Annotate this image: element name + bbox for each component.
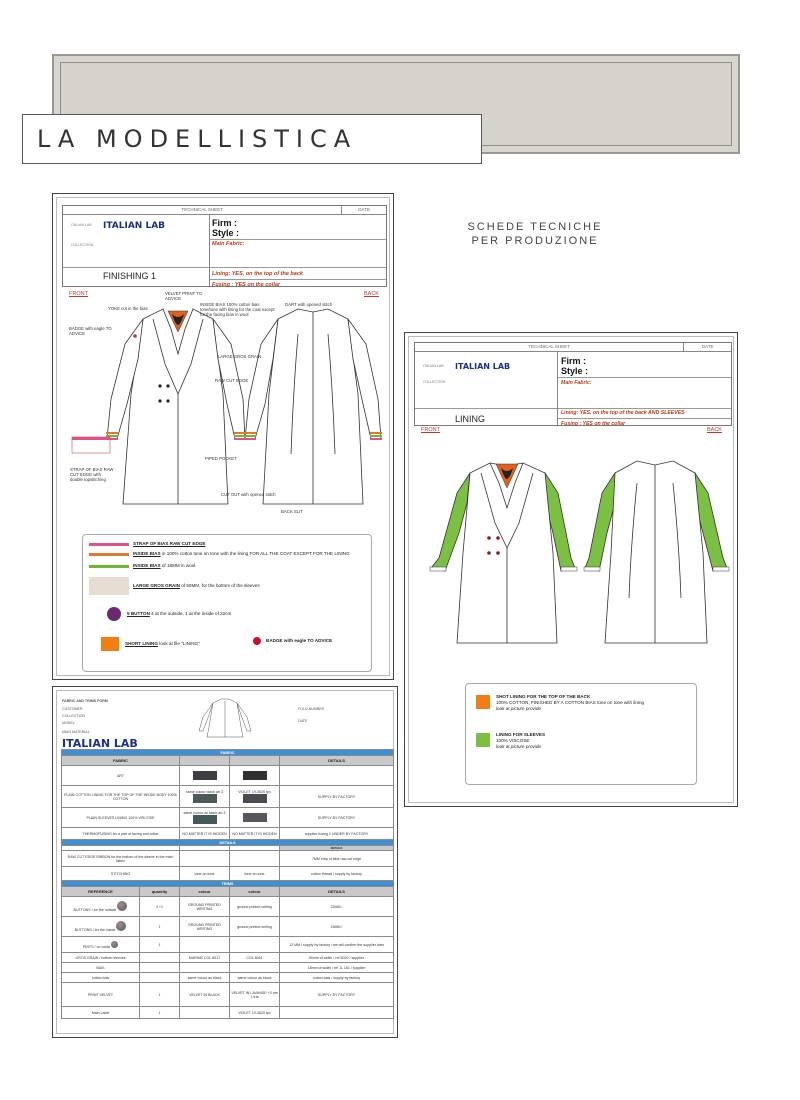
- note-yoke: YOKE cut in the bias: [108, 306, 148, 311]
- brand-logo: ITALIAN LAB: [455, 362, 511, 371]
- brand-logo: ITALIAN LAB: [103, 221, 166, 231]
- section-trims: TRIMS: [62, 881, 394, 887]
- form-main-material: MAIN MATERIAL: [62, 730, 90, 734]
- back-label: BACK: [364, 291, 379, 297]
- fusing-label: Fusing : YES on the collar: [212, 282, 281, 288]
- button-icon: [107, 607, 121, 621]
- label-collection: COLLECTION: [71, 243, 94, 247]
- sheet-name: FINISHING 1: [103, 271, 157, 281]
- table-row: cotton bais same colour as black same colour as black cotton bais / supply by factory: [62, 973, 394, 983]
- fabric-table: FABRIC FABRIC DETAILS ART PLAIN COTTON LINING FOR THE TOP OF THE INSIDE BODY 100% COTTON same colour black art 3 VIOLET 19-3620 tpx SUPPLY BY FACTORY PLAIN SLEEVES LINING 100% VISCOSE same colour as black art 3 SUPPLY BY FACTORY THERMOFUSING for a part of facing and collar NO MATTER IT IS HIDDEN NO MATTER IT IS HIDDEN supplier fusing 1 UNDER BY FACTORY DETAILS DETAILS RAW CUT EDGE RIBBON for the bottom of the sleeve in the main fabric 7MM strip of blue raw cut edge STITCHING tone on tone tone on tone cotton thread / supply by factory TRIMS REFERENCE quantity colour colour DETAILS BUTTONS / for the outside 4 +1 GROUND PRINTED WRITING ground printed writing 22MM / BUTTONS / for the inside 1 GROUND PRINTED WRITING ground printed writing 15MM / PINTS / on collar 1 12 MM / supply by factory / we will confirm the supplier later GROS GRAIN / bottom sleeves MARINE COL 8017 COL 8061 50mm of width / ref 5029 / supplier BIAS 18mm of width / ref 11 161 / supplier cotton bais same colour as black same colour as black cotton bais / supply by factory PRINT VELVET 1 VELVET IN BLACK VELVET IN LAVANDE +3 dm 1 trts SUPPLY BY FACTORY Main Label 1 VIOLET 19-3620 tpx: [61, 749, 394, 1019]
- lining-sheet: [404, 332, 738, 807]
- note-piped: PIPED POCKET: [205, 456, 237, 461]
- main-fabric-label: Main Fabric:: [561, 380, 592, 386]
- table-row: BIAS 18mm of width / ref 11 161 / supplier: [62, 963, 394, 973]
- firm-label: Firm :: [561, 356, 587, 366]
- finishing-legend: [82, 534, 372, 672]
- legend-item: SHOT LINING FOR THE TOP OF THE BACK 100% COTTON, FINISHED BY A COTTON BIAS tone on tone with lining look at picture provide: [476, 694, 691, 712]
- side-caption: [440, 220, 630, 248]
- table-row: ART: [62, 766, 394, 786]
- note-back-slit: BACK SLIT: [281, 509, 303, 514]
- fabric-trims-form: [52, 686, 398, 1038]
- note-dart: DART with opened stitch: [285, 302, 333, 307]
- table-row: PINTS / on collar 1 12 MM / supply by factory / we will confirm the supplier later: [62, 937, 394, 953]
- page-title: LA MODELLISTICA: [37, 125, 358, 153]
- note-inside-bias: INSIDE BIAS 100% cotton bias tone/tone with lining for the coat except for the facing bias in wool: [200, 302, 275, 317]
- sheet-name: LINING: [455, 414, 486, 424]
- legend-badge: BADGE with eagle TO ADVICE: [253, 637, 343, 645]
- legend-item: INSIDE BIAS of 18MM in wool: [89, 563, 195, 569]
- front-label: FRONT: [69, 291, 88, 297]
- fusing-label: Fusing : YES on the collar: [561, 421, 626, 427]
- lining-label: Lining: YES, on the top of the back AND SLEEVES: [561, 410, 685, 416]
- fabric-swatch: [243, 771, 267, 780]
- form-date: DATE: [298, 719, 308, 723]
- fabric-swatch: [193, 794, 217, 803]
- table-row: PRINT VELVET 1 VELVET IN BLACK VELVET IN LAVANDE +3 dm 1 trts SUPPLY BY FACTORY: [62, 983, 394, 1007]
- lining-label: Lining: YES, on the top of the back: [212, 271, 303, 277]
- button-swatch: [116, 921, 126, 931]
- label-collection: COLLECTION: [423, 380, 446, 384]
- side-caption-line1: SCHEDE TECNICHE: [467, 221, 603, 233]
- section-fabric: FABRIC: [62, 750, 394, 756]
- header-title-box: [22, 114, 482, 164]
- fabric-swatch: [193, 771, 217, 780]
- section-details: DETAILS: [62, 840, 394, 846]
- fabric-swatch: [243, 813, 267, 822]
- note-gros-grain: LARGE GROS GRAIN: [218, 354, 262, 359]
- table-row: PLAIN COTTON LINING FOR THE TOP OF THE INSIDE BODY 100% COTTON same colour black art 3 VIOLET 19-3620 tpx SUPPLY BY FACTORY: [62, 786, 394, 808]
- legend-item: STRAP OF BIAS RAW CUT EDGE: [89, 541, 205, 547]
- date-label: DATE: [683, 343, 731, 351]
- label-italian-lab: ITALIAN LAB: [423, 364, 444, 368]
- legend-item: INSIDE BIAS in 100% cotton tone on tone with the lining FOR ALL THE COAT EXCEPT FOR THE LINING: [89, 551, 367, 557]
- note-badge: BADGE with eagle TO ADVICE: [69, 326, 112, 336]
- legend-item: LARGE GROS GRAIN of 50MM, for the bottom of the sleeves: [89, 577, 289, 595]
- style-label: Style :: [561, 366, 589, 376]
- table-row: THERMOFUSING for a part of facing and collar NO MATTER IT IS HIDDEN NO MATTER IT IS HIDDEN supplier fusing 1 UNDER BY FACTORY: [62, 828, 394, 840]
- form-title: FABRIC AND TRIMS FORM: [62, 699, 108, 703]
- date-label: DATE: [341, 206, 386, 214]
- table-row: BUTTONS / for the inside 1 GROUND PRINTED WRITING ground printed writing 15MM /: [62, 917, 394, 937]
- brand-logo: ITALIAN LAB: [62, 737, 138, 750]
- trims-qty-header: quantity: [140, 887, 180, 897]
- table-row: Main Label 1 VIOLET 19-3620 tpx: [62, 1007, 394, 1019]
- note-cut-out: CUT OUT with opened stitch: [221, 492, 276, 497]
- fabric-col-header: FABRIC: [62, 756, 180, 766]
- form-fold-number: FOLD NUMBER: [298, 707, 325, 711]
- button-swatch: [111, 941, 118, 948]
- style-label: Style :: [212, 228, 240, 238]
- side-caption-line2: PER PRODUZIONE: [471, 235, 599, 247]
- legend-item: LINING FOR SLEEVES 100% VISCOSE look at picture provide: [476, 732, 691, 750]
- trims-ref-header: REFERENCE: [62, 887, 140, 897]
- table-row: STITCHING tone on tone tone on tone cotton thread / supply by factory: [62, 867, 394, 881]
- legend-item: SHORT LINING look at file "LINING": [101, 637, 241, 651]
- front-label: FRONT: [421, 427, 440, 433]
- form-customer: CUSTOMER: [62, 707, 83, 711]
- fabric-swatch: [193, 815, 217, 824]
- note-strap: STRAP OF BIAS RAW CUT EDGE with double topstitching: [70, 467, 114, 482]
- main-fabric-label: Main Fabric:: [212, 241, 245, 247]
- form-collection: COLLECTION: [62, 714, 85, 718]
- note-raw-cut: RAW CUT EDGE: [215, 378, 249, 383]
- top-bar-label: TECHNICAL SHEET: [528, 344, 570, 349]
- table-row: PLAIN SLEEVES LINING 100% VISCOSE same colour as black art 3 SUPPLY BY FACTORY: [62, 808, 394, 828]
- firm-label: Firm :: [212, 218, 238, 228]
- note-velvet: VELVET PRINT TO ADVICE: [165, 291, 203, 301]
- lining-legend: [465, 683, 697, 785]
- finishing-sheet: [52, 193, 394, 680]
- back-label: BACK: [707, 427, 722, 433]
- legend-item: 5 BUTTON 4 at the outside, 1 at the inside of 22cm: [107, 607, 307, 621]
- badge-icon: [253, 637, 261, 645]
- label-italian-lab: ITALIAN LAB: [71, 223, 92, 227]
- top-bar-label: TECHNICAL SHEET: [181, 207, 223, 212]
- table-row: GROS GRAIN / bottom sleeves MARINE COL 8017 COL 8061 50mm of width / ref 5029 / supplier: [62, 953, 394, 963]
- form-model: MODEL: [62, 721, 75, 725]
- fabric-swatch: [243, 794, 267, 803]
- table-row: RAW CUT EDGE RIBBON for the bottom of the sleeve in the main fabric 7MM strip of blue raw cut edge: [62, 851, 394, 867]
- table-row: BUTTONS / for the outside 4 +1 GROUND PRINTED WRITING ground printed writing 22MM /: [62, 897, 394, 917]
- details-col-header: DETAILS: [280, 756, 394, 766]
- button-swatch: [117, 901, 127, 911]
